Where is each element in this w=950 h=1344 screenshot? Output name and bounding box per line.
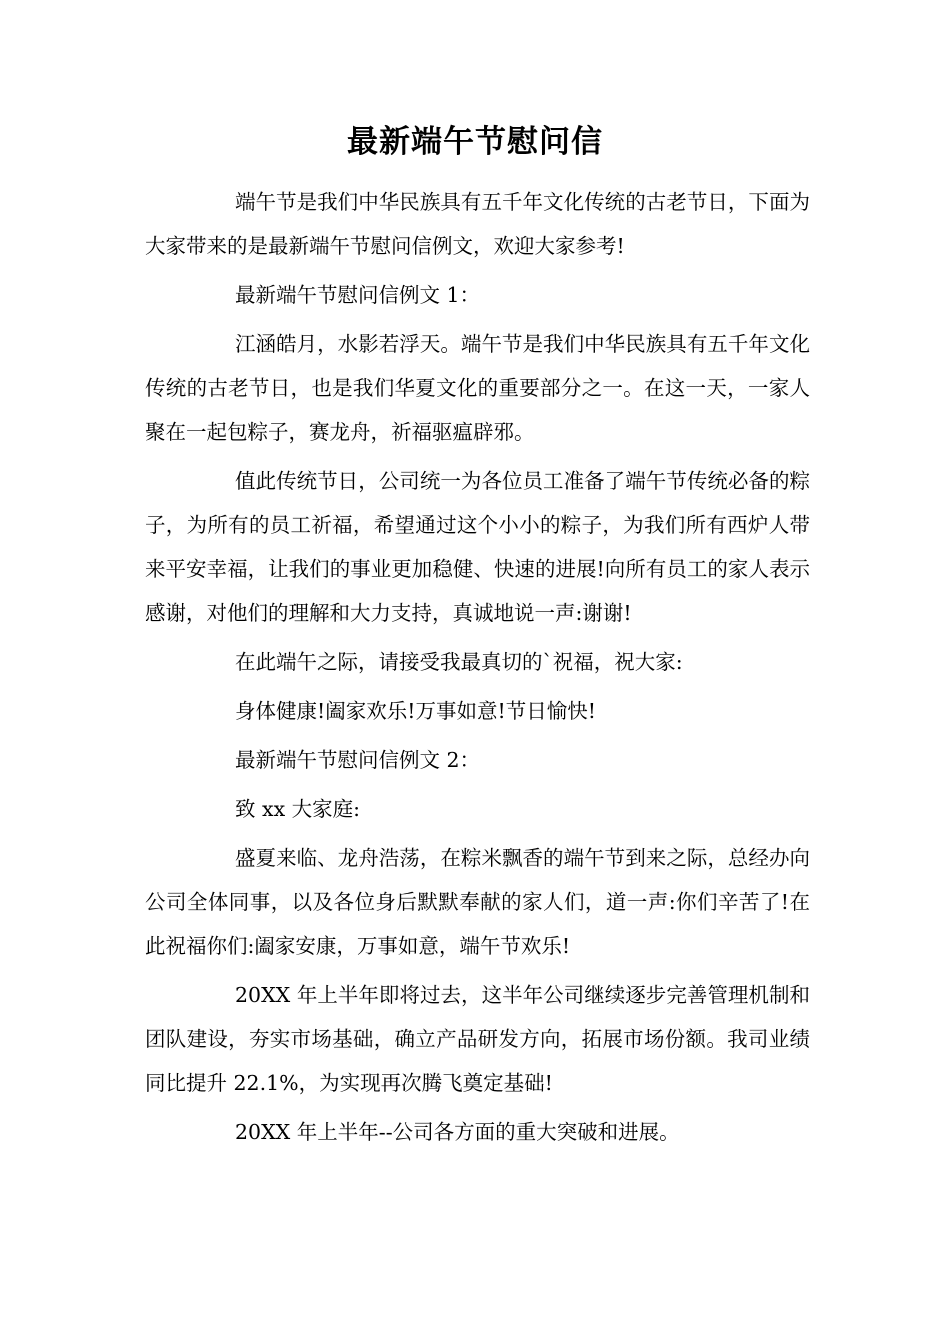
paragraph-example-2-heading: 最新端午节慰问信例文 2： <box>235 748 481 772</box>
document-body <box>145 180 810 1159</box>
paragraph-summer-greeting: 盛夏来临、龙舟浩荡，在粽米飘香的端午节到来之际，总经办向公司全体同事，以及各位身后默默奉献的家人们，道一声:你们辛苦了!在此祝福你们:阖家安康，万事如意，端午节欢乐! <box>145 846 810 958</box>
document-title: 最新端午节慰问信 <box>347 124 603 160</box>
paragraph-intro: 端午节是我们中华民族具有五千年文化传统的古老节日，下面为大家带来的是最新端午节慰问信例文，欢迎大家参考! <box>145 190 810 258</box>
paragraph-half-year-review: 20XX 年上半年即将过去，这半年公司继续逐步完善管理机制和团队建设，夯实市场基础，确立产品研发方向，拓展市场份额。我司业绩同比提升 22.1%，为实现再次腾飞奠定基础! <box>145 983 810 1095</box>
paragraph-company-gift: 值此传统节日，公司统一为各位员工准备了端午节传统必备的粽子，为所有的员工祈福，希望通过这个小小的粽子，为我们所有西炉人带来平安幸福，让我们的事业更加稳健、快速的进展!向所有员工的家人表示感谢，对他们的理解和大力支持，真诚地说一声:谢谢! <box>145 469 810 625</box>
paragraph-blessing: 身体健康!阖家欢乐!万事如意!节日愉快! <box>235 699 596 723</box>
paragraph-moon-water: 江涵皓月，水影若浮天。端午节是我们中华民族具有五千年文化传统的古老节日，也是我们华夏文化的重要部分之一。在这一天，一家人聚在一起包粽子，赛龙舟，祈福驱瘟辟邪。 <box>145 332 810 444</box>
paragraph-example-1-heading: 最新端午节慰问信例文 1： <box>235 283 481 307</box>
paragraph-blessing-intro: 在此端午之际，请接受我最真切的`祝福，祝大家: <box>235 650 683 674</box>
paragraph-breakthroughs: 20XX 年上半年--公司各方面的重大突破和进展。 <box>235 1120 680 1144</box>
paragraph-salutation: 致 xx 大家庭: <box>235 797 361 821</box>
